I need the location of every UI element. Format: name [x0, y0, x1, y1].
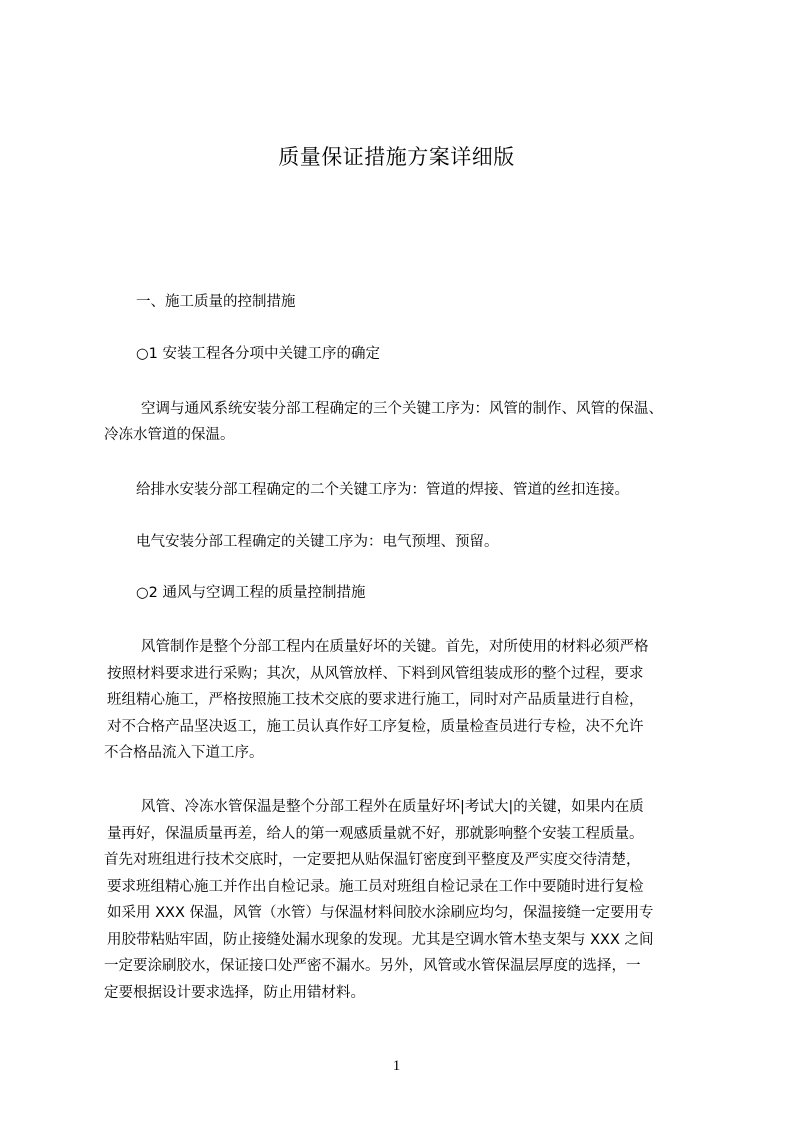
paragraph-line: 一定要涂刷胶水，保证接口处严密不漏水。另外，风管或水管保温层厚度的选择，一 [104, 958, 641, 974]
subsection-heading: ○1 安装工程各分项中关键工序的确定 [136, 346, 380, 362]
paragraph-line: 不合格品流入下道工序。 [104, 745, 264, 761]
paragraph-line: 冷冻水管道的保温。 [104, 427, 235, 443]
section-heading: 一、施工质量的控制措施 [136, 294, 296, 310]
paragraph-line: 班组精心施工，严格按照施工技术交底的要求进行施工，同时对产品质量进行自检， [107, 692, 644, 708]
paragraph-line: 电气安装分部工程确定的关键工序为：电气预埋、预留。 [136, 534, 499, 550]
subsection-heading: ○2 通风与空调工程的质量控制措施 [136, 585, 366, 601]
paragraph-line: 风管、冷冻水管保温是整个分部工程外在质量好坏|考试大|的关键，如果内在质 [141, 799, 644, 815]
paragraph-line: 首先对班组进行技术交底时，一定要把从贴保温钉密度到平整度及严实度交待清楚， [104, 852, 641, 868]
paragraph-line: 要求班组精心施工并作出自检记录。施工员对班组自检记录在工作中要随时进行复检 [107, 879, 644, 895]
paragraph-line: 定要根据设计要求选择，防止用错材料。 [104, 985, 365, 1001]
paragraph-line: 对不合格产品坚决返工，施工员认真作好工序复检，质量检查员进行专检，决不允许 [107, 719, 644, 735]
paragraph-line: 按照材料要求进行采购；其次，从风管放样、下料到风管组装成形的整个过程，要求 [107, 666, 644, 682]
paragraph-line: 风管制作是整个分部工程内在质量好坏的关键。首先，对所使用的材料必须严格 [141, 639, 649, 655]
paragraph-line: 量再好，保温质量再差，给人的第一观感质量就不好，那就影响整个安装工程质量。 [107, 826, 644, 842]
document-title: 质量保证措施方案详细版 [278, 145, 515, 169]
paragraph-line: 如采用 XXX 保温，风管（水管）与保温材料间胶水涂刷应均匀，保温接缝一定要用专 [107, 905, 654, 921]
paragraph-line: 给排水安装分部工程确定的二个关键工序为：管道的焊接、管道的丝扣连接。 [136, 482, 629, 498]
paragraph-line: 空调与通风系统安装分部工程确定的三个关键工序为：风管的制作、风管的保温、 [141, 401, 663, 417]
page-number: 1 [392, 1058, 401, 1074]
paragraph-line: 用胶带粘贴牢固，防止接缝处漏水现象的发现。尤其是空调水管木垫支架与 XXX 之间 [107, 932, 654, 948]
